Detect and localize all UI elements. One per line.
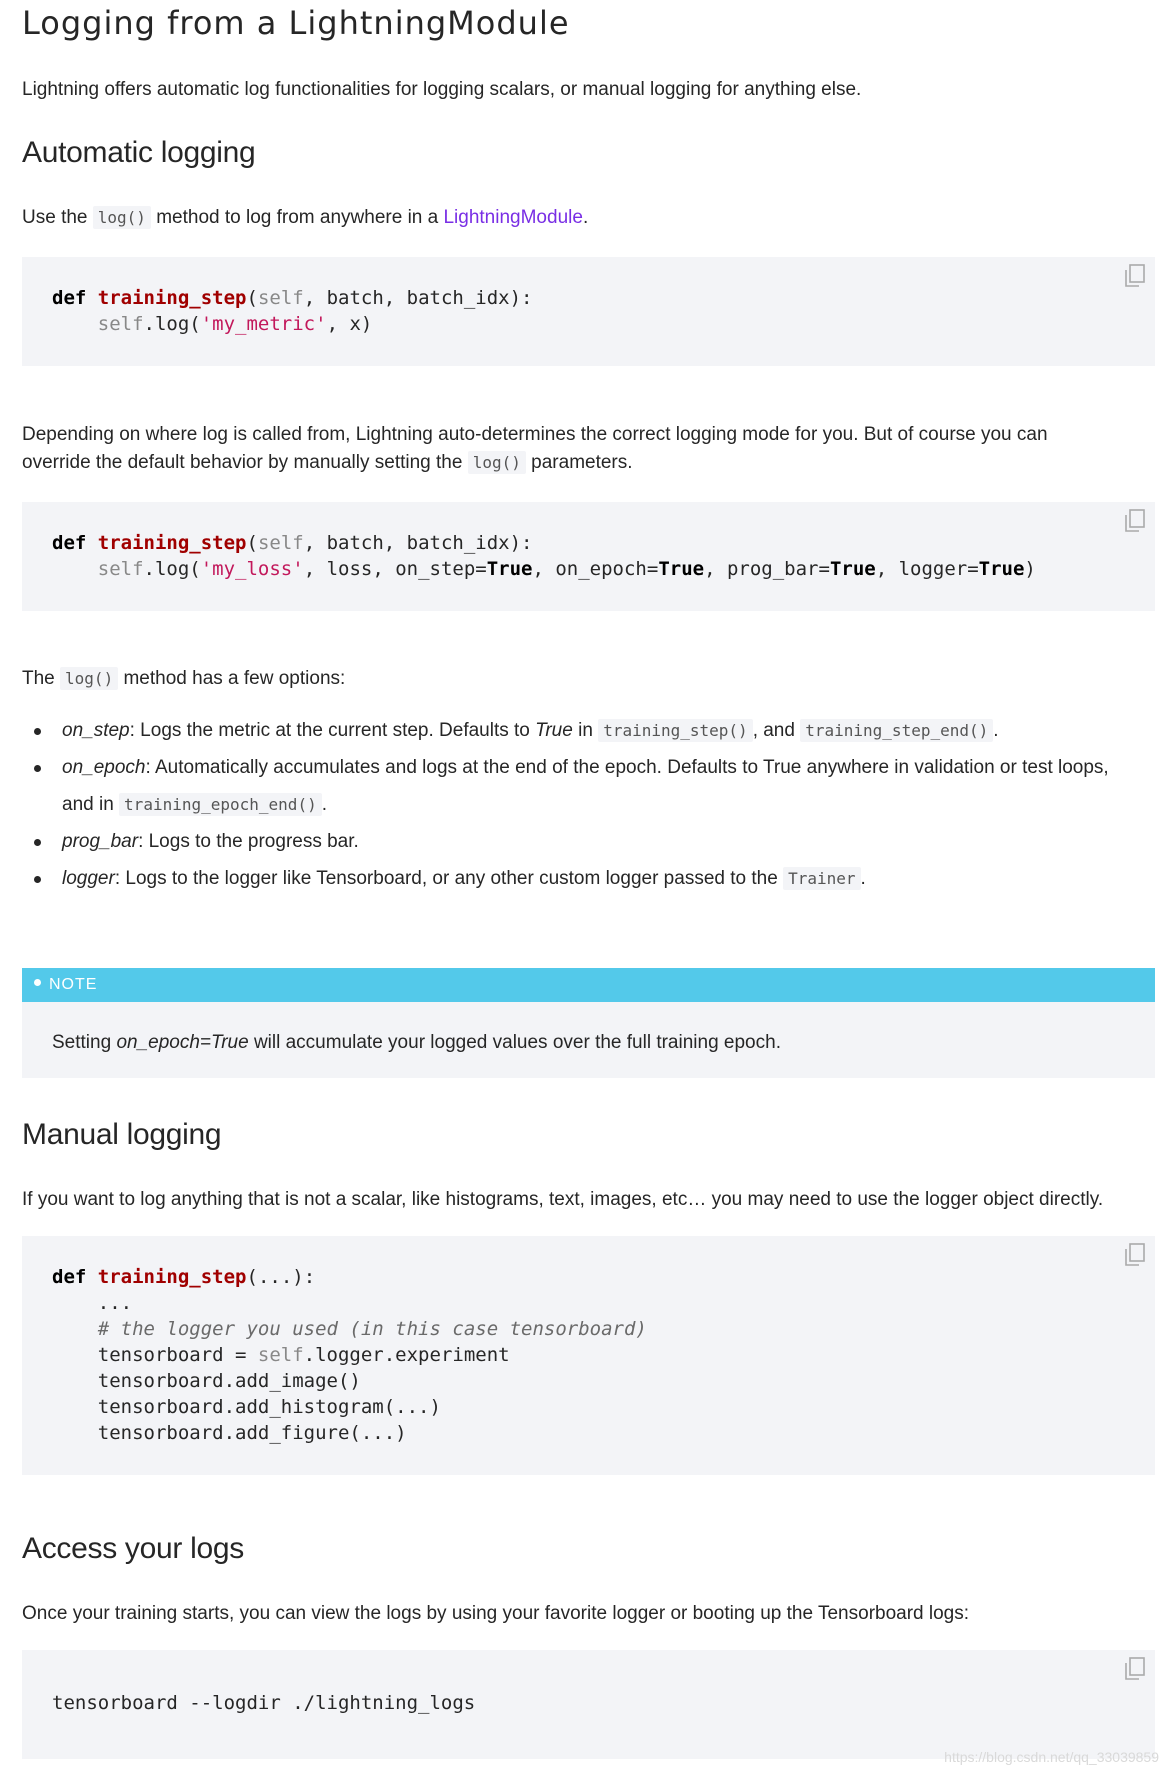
code-string: 'my_metric' <box>200 313 327 335</box>
depending-line-1: Depending on where log is called from, Lightning auto-determines the correct logging mode for you. But of course you can <box>22 424 1048 445</box>
lightningmodule-link[interactable]: LightningModule <box>443 207 583 228</box>
depending-text <box>22 421 1142 477</box>
heading-manual-logging: Manual logging <box>22 1118 222 1151</box>
code-paren: ( <box>246 532 258 554</box>
option-text: and in <box>62 794 120 815</box>
note-post: will accumulate your logged values over the full training epoch. <box>248 1032 781 1053</box>
use-pre: Use the <box>22 207 93 228</box>
inline-code: Trainer <box>783 867 860 890</box>
code-function-name: training_step <box>97 532 247 554</box>
note-pre: Setting <box>52 1032 117 1053</box>
code-line: .logger.experiment <box>303 1344 510 1366</box>
code-1-text <box>52 285 533 337</box>
option-prog-bar <box>22 823 1152 860</box>
option-text: , and <box>752 720 801 741</box>
option-on-epoch <box>22 749 1152 823</box>
option-name: prog_bar <box>62 831 139 852</box>
code-string: 'my_loss' <box>200 558 304 580</box>
code-self: self <box>257 287 304 309</box>
code-self: self <box>257 1344 304 1366</box>
bullet-icon <box>34 876 41 883</box>
option-logger <box>22 860 1152 897</box>
code-indent <box>52 1318 98 1340</box>
option-text: : Logs to the progress bar. <box>138 831 359 852</box>
code-block-2 <box>22 502 1155 611</box>
code-param: , on_epoch= <box>532 558 659 580</box>
code-4-text <box>52 1690 475 1716</box>
depending-line-2-pre: override the default behavior by manually setting the <box>22 452 468 473</box>
depending-line-2-post: parameters. <box>525 452 633 473</box>
inline-code-log: log() <box>60 667 118 690</box>
inline-code: training_epoch_end() <box>119 793 322 816</box>
option-text: : Automatically accumulates and logs at the end of the epoch. Defaults to True anywhere in validation or test loops, <box>145 757 1109 778</box>
code-comment: # the logger you used (in this case tensorboard) <box>97 1318 647 1340</box>
code-true: True <box>829 558 876 580</box>
code-keyword: def <box>52 287 87 309</box>
option-text: in <box>572 720 599 741</box>
code-args: , batch, batch_idx): <box>303 532 533 554</box>
note-emphasis: on_epoch=True <box>116 1032 249 1053</box>
note-body <box>52 1032 781 1054</box>
option-name: logger <box>62 868 115 889</box>
code-line: tensorboard.add_figure(...) <box>52 1422 407 1444</box>
bullet-icon <box>34 839 41 846</box>
options-post: method has a few options: <box>118 668 346 689</box>
code-keyword: def <box>52 532 87 554</box>
code-paren: ( <box>246 287 258 309</box>
access-text: Once your training starts, you can view the logs by using your favorite logger or booting up the Tensorboard logs: <box>22 1603 970 1624</box>
inline-code: training_step_end() <box>800 719 993 742</box>
watermark: https://blog.csdn.net/qq_33039859 <box>944 1749 1159 1765</box>
code-function-name: training_step <box>97 1266 247 1288</box>
code-line: tensorboard --logdir ./lightning_logs <box>52 1692 476 1714</box>
use-log-text <box>22 204 1142 232</box>
option-name: on_step <box>62 720 130 741</box>
code-self: self <box>97 313 144 335</box>
code-param: , prog_bar= <box>704 558 830 580</box>
inline-code: training_step() <box>598 719 753 742</box>
code-line: tensorboard.add_histogram(...) <box>52 1396 441 1418</box>
code-call: .log( <box>143 313 201 335</box>
option-text: : Logs the metric at the current step. Defaults to <box>129 720 536 741</box>
note-admonition <box>22 968 1155 1078</box>
page-title: Logging from a LightningModule <box>22 4 570 42</box>
manual-text: If you want to log anything that is not a scalar, like histograms, text, images, etc… you may need to use the logger object directly. <box>22 1189 1104 1210</box>
copy-icon[interactable] <box>1123 508 1147 534</box>
code-args: , batch, batch_idx): <box>303 287 533 309</box>
use-post: . <box>582 207 589 228</box>
copy-icon[interactable] <box>1123 263 1147 289</box>
options-pre: The <box>22 668 61 689</box>
intro-text: Lightning offers automatic log functionalities for logging scalars, or manual logging for anything else. <box>22 79 862 100</box>
bullet-icon <box>34 728 41 735</box>
code-true: True <box>658 558 705 580</box>
option-name: on_epoch <box>62 757 146 778</box>
code-block-4 <box>22 1650 1155 1759</box>
options-intro-text <box>22 665 1142 693</box>
heading-access-logs: Access your logs <box>22 1532 244 1565</box>
option-text: . <box>993 720 999 741</box>
code-paren: ) <box>1024 558 1036 580</box>
bullet-icon <box>34 765 41 772</box>
option-on-step <box>22 712 1152 749</box>
code-function-name: training_step <box>97 287 247 309</box>
code-2-text <box>52 530 1036 582</box>
note-header <box>22 968 1155 1002</box>
option-emphasis: True <box>535 720 573 741</box>
note-bullet-icon <box>34 979 41 986</box>
code-true: True <box>978 558 1025 580</box>
code-block-3 <box>22 1236 1155 1475</box>
copy-icon[interactable] <box>1123 1242 1147 1268</box>
inline-code-log: log() <box>93 206 151 229</box>
code-args: (...): <box>246 1266 316 1288</box>
options-list <box>22 712 1152 897</box>
code-true: True <box>486 558 533 580</box>
option-text: . <box>860 868 866 889</box>
heading-automatic-logging: Automatic logging <box>22 136 256 169</box>
code-param: , logger= <box>875 558 979 580</box>
inline-code-log: log() <box>468 451 526 474</box>
code-self: self <box>257 532 304 554</box>
code-rest: , x) <box>326 313 373 335</box>
code-param: , loss, on_step= <box>303 558 487 580</box>
code-block-1 <box>22 257 1155 366</box>
code-indent <box>52 313 98 335</box>
copy-icon[interactable] <box>1123 1656 1147 1682</box>
code-3-text <box>52 1264 647 1446</box>
note-label: NOTE <box>49 976 98 993</box>
code-call: .log( <box>143 558 201 580</box>
code-line: ... <box>52 1292 133 1314</box>
code-self: self <box>97 558 144 580</box>
code-indent <box>52 558 98 580</box>
code-line: tensorboard = <box>52 1344 258 1366</box>
option-text: : Logs to the logger like Tensorboard, or any other custom logger passed to the <box>114 868 784 889</box>
option-text: . <box>321 794 327 815</box>
code-keyword: def <box>52 1266 87 1288</box>
code-line: tensorboard.add_image() <box>52 1370 361 1392</box>
use-mid: method to log from anywhere in a <box>150 207 444 228</box>
